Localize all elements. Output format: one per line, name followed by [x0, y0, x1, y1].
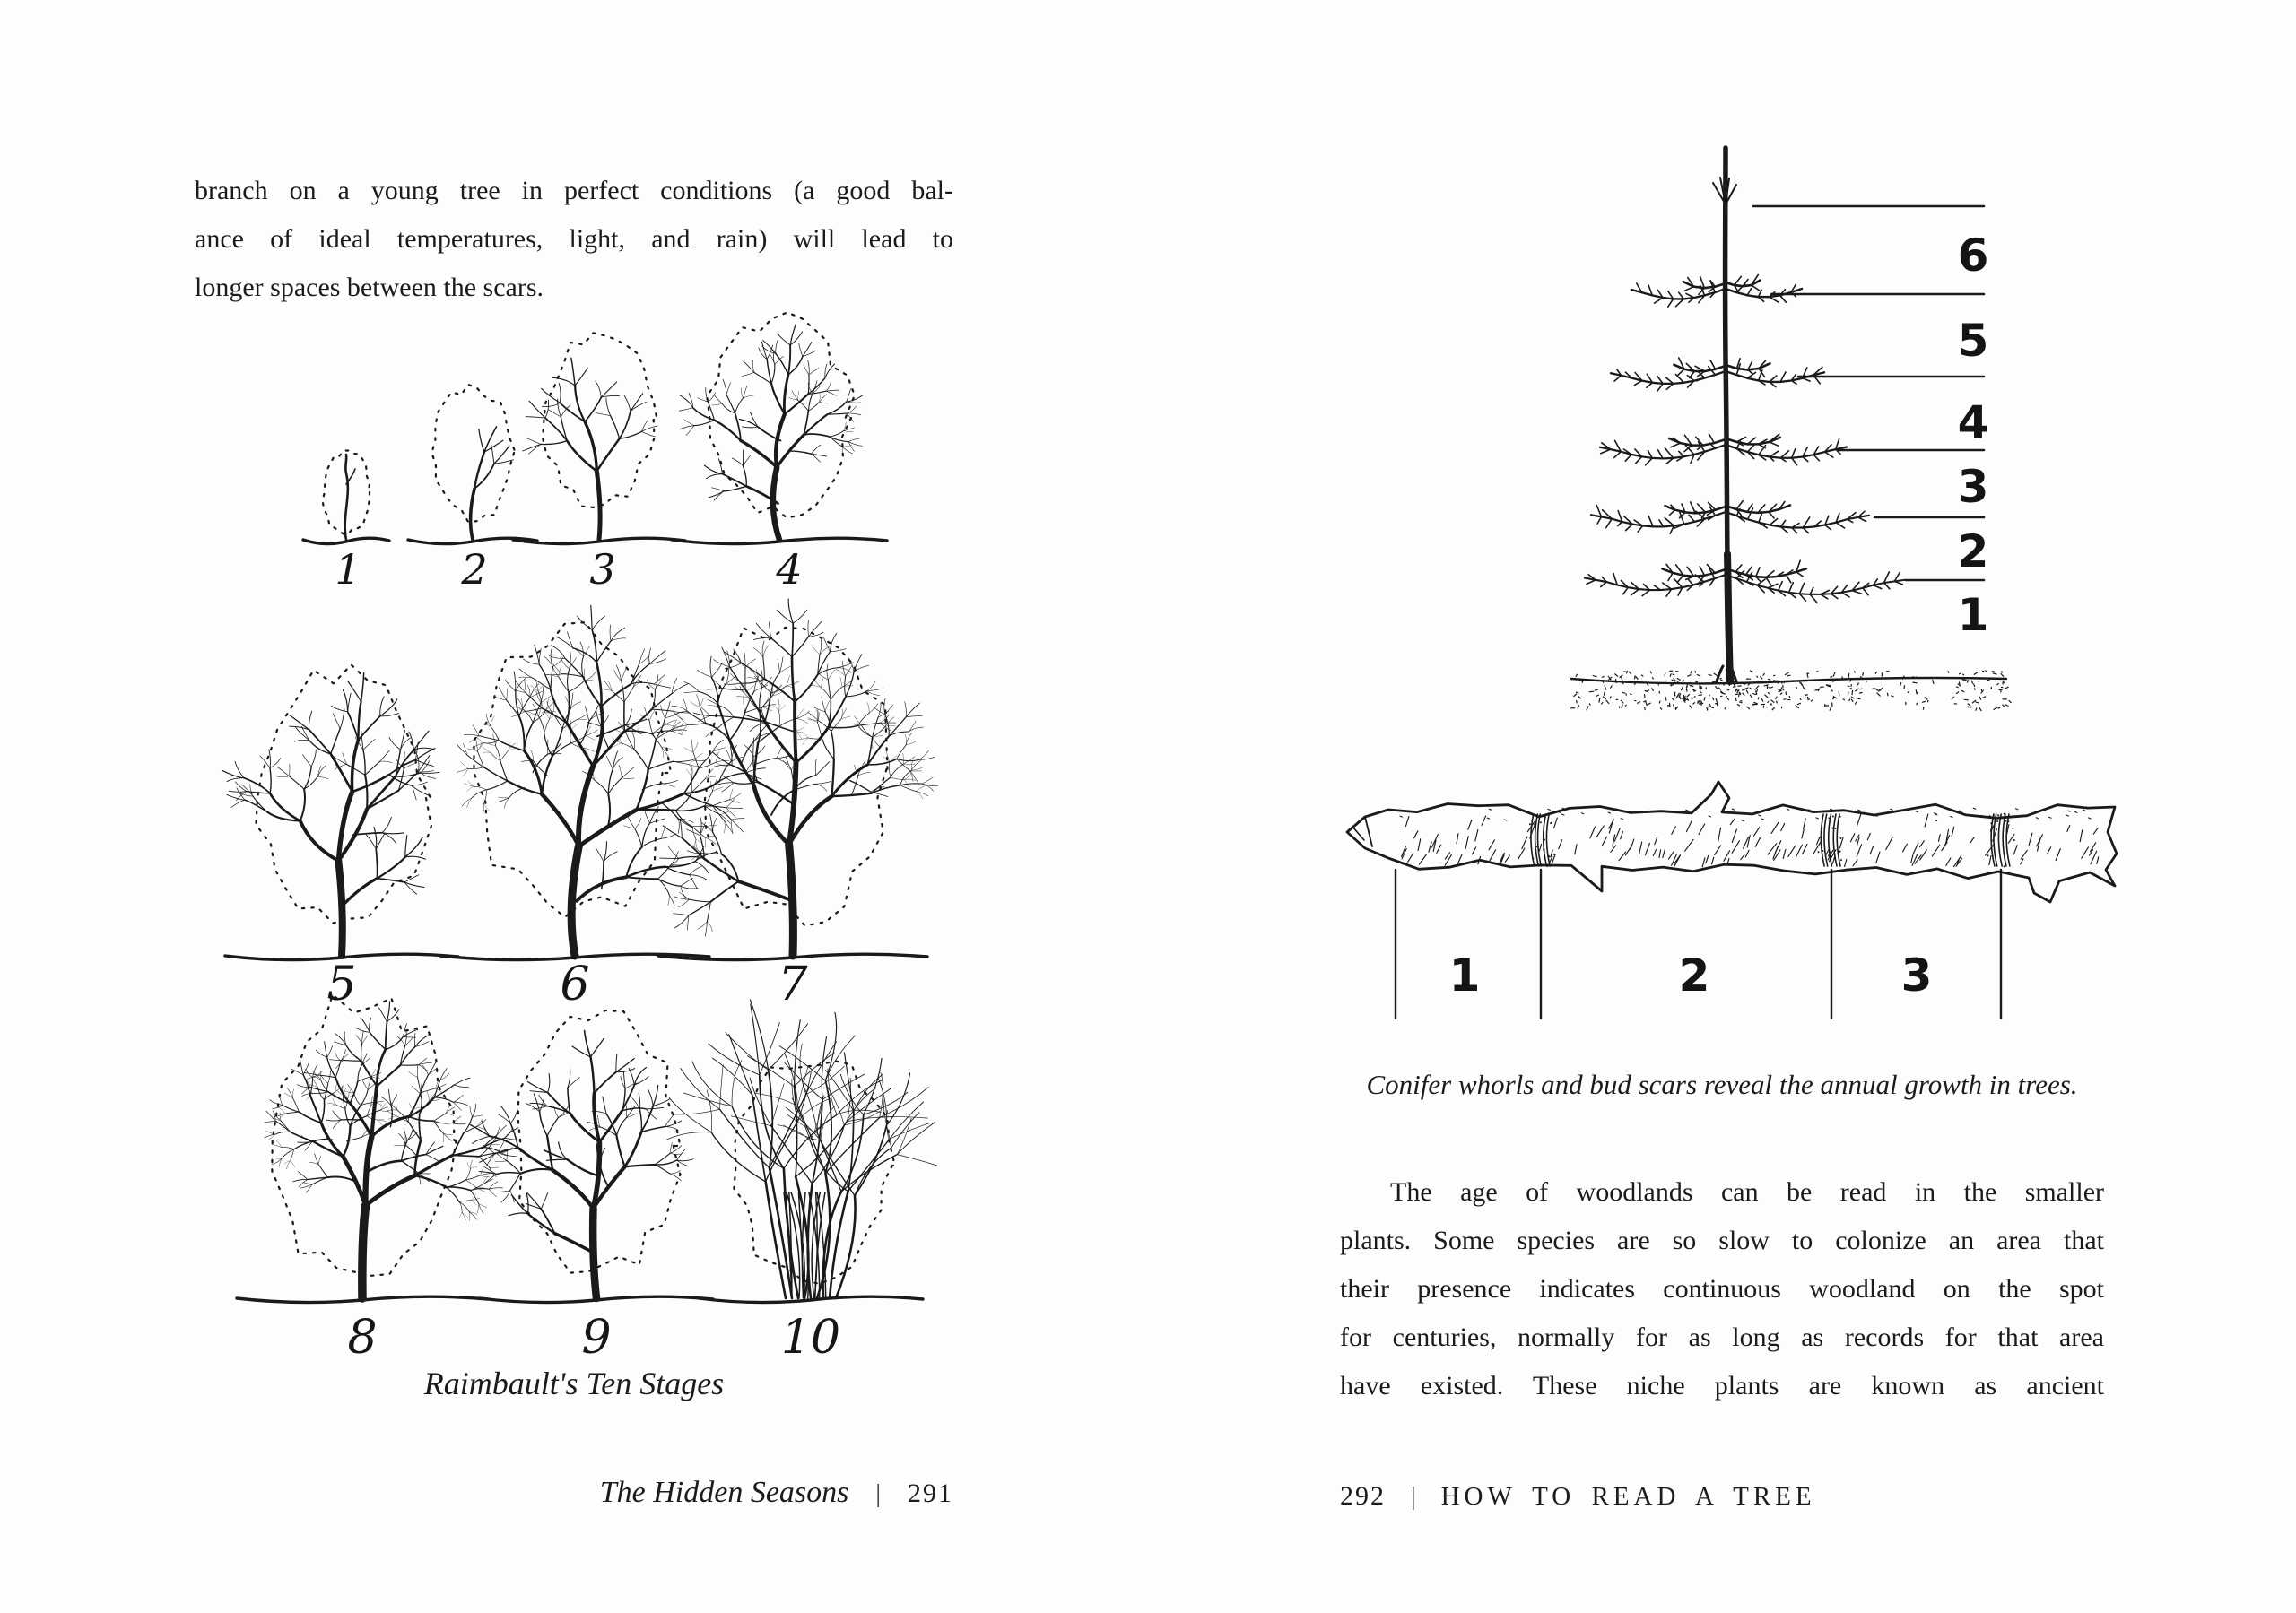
- stage-number: 3: [589, 545, 616, 594]
- twig-section-number: 2: [1678, 950, 1710, 1002]
- right-footer: [1340, 1481, 1816, 1512]
- paragraph-line: their presence indicates continuous woodland on the spot: [1340, 1274, 2104, 1304]
- conifer-whorl-number: 1: [1957, 589, 1989, 641]
- page-number: 292: [1340, 1481, 1386, 1511]
- left-paragraph: [195, 167, 953, 312]
- stage-number: 2: [461, 545, 488, 594]
- ten-stages-illustration: [223, 312, 938, 1302]
- twig-section-number: 1: [1448, 950, 1481, 1002]
- stage-number: 5: [326, 958, 357, 1011]
- paragraph-line: for centuries, normally for as long as records for that area: [1340, 1322, 2104, 1352]
- footer-separator: |: [875, 1480, 881, 1508]
- stage-number: 7: [778, 958, 808, 1011]
- page-number: 291: [908, 1479, 953, 1508]
- stage-number: 1: [335, 545, 361, 594]
- conifer-whorls-illustration: [1570, 148, 2011, 711]
- book-title: HOW TO READ A TREE: [1440, 1482, 1816, 1511]
- paragraph-line: The age of woodlands can be read in the smaller: [1390, 1177, 2104, 1207]
- paragraph-line: longer spaces between the scars.: [195, 273, 544, 302]
- paragraph-line: branch on a young tree in perfect conditions (a good bal-: [195, 176, 953, 205]
- stage-number: 4: [776, 545, 803, 594]
- conifer-whorl-number: 6: [1957, 230, 1989, 282]
- chapter-title: The Hidden Seasons: [599, 1476, 849, 1509]
- figure-caption: Conifer whorls and bud scars reveal the annual growth in trees.: [1366, 1069, 2078, 1100]
- right-paragraph: [1340, 1168, 2104, 1410]
- conifer-whorl-number: 5: [1957, 315, 1989, 367]
- conifer-whorl-number: 2: [1957, 525, 1989, 577]
- stage-number: 8: [347, 1311, 378, 1365]
- footer-separator: |: [1411, 1483, 1416, 1511]
- left-footer: [195, 1476, 953, 1510]
- twig-section-number: 3: [1900, 950, 1933, 1002]
- paragraph-line: ance of ideal temperatures, light, and rain) will lead to: [195, 224, 953, 254]
- conifer-whorl-number: 3: [1957, 461, 1989, 513]
- paragraph-line: plants. Some species are so slow to colonize an area that: [1340, 1226, 2104, 1255]
- stage-number: 6: [560, 958, 590, 1011]
- paragraph-line: have existed. These niche plants are known as ancient: [1340, 1371, 2104, 1401]
- stage-number: 9: [581, 1311, 612, 1365]
- conifer-whorl-number: 4: [1957, 396, 1989, 448]
- stages-caption: Raimbault's Ten Stages: [423, 1366, 725, 1401]
- stage-number: 10: [780, 1311, 841, 1365]
